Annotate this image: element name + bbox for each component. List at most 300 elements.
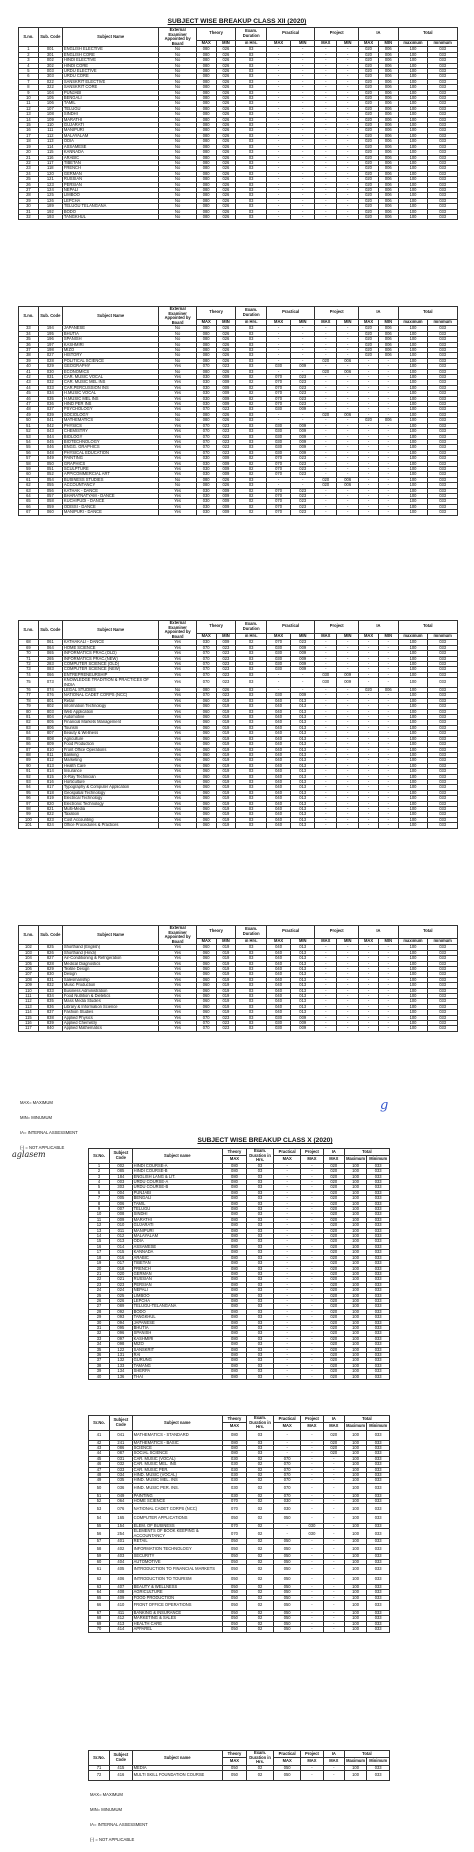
table-cell: 033 [428,698,458,703]
table-cell: 023 [216,450,236,455]
table-cell: 050 [222,1514,246,1524]
table-cell: 033 [428,450,458,455]
table-cell: - [301,1201,324,1206]
table-cell: RETAIL [132,1539,222,1544]
table-cell: - [323,1559,344,1564]
table-cell: 026 [216,160,236,165]
table-cell: 030 [267,445,291,450]
table-cell: - [337,817,359,822]
table-cell: URDU COURSE-B [132,1185,222,1190]
table-cell: 100 [398,445,428,450]
table-cell: 010 [110,1223,133,1228]
table-cell: 838 [38,1015,62,1020]
table-cell: - [267,47,291,52]
table-cell: 023 [291,402,315,407]
table-cell: Yes [159,758,196,763]
table-cell: 019 [216,1004,236,1009]
header-max: MAX [315,633,337,640]
table-cell: ODIA [62,139,159,144]
table-cell: Yes [159,801,196,806]
table-cell: Information Technology [62,704,159,709]
table-cell: 033 [428,96,458,101]
table-cell: 070 [196,645,216,650]
table-cell: - [301,1462,324,1467]
table-cell: Yes [159,967,196,972]
table-cell: 82 [19,720,39,725]
table-cell: 070 [267,385,291,390]
table-cell: 020 [323,1320,344,1325]
table-cell: - [274,1304,301,1309]
table-cell: 060 [196,817,216,822]
table-cell: 020 [323,1336,344,1341]
table-cell: 026 [216,74,236,79]
table-cell: 031 [38,375,62,380]
table-cell: 019 [216,704,236,709]
table-cell: - [337,456,359,461]
table-cell: Food Nutrition & Dietetics [62,994,159,999]
table-cell: FRENCH [132,1266,222,1271]
table-cell: 050 [222,1621,246,1626]
table-cell: HINDI COURSE-B [132,1169,222,1174]
table-cell: - [315,693,337,698]
table-cell: - [291,477,315,482]
table-cell: 026 [216,326,236,331]
table-cell: 03 [236,423,267,428]
table-cell: 080 [196,177,216,182]
table-cell: 023 [216,672,236,677]
table-cell: No [159,177,196,182]
table-cell: - [378,769,398,774]
table-cell: 124 [38,187,62,192]
table-cell: 02 [247,1514,274,1524]
table-cell: - [274,1293,301,1298]
table-cell: 825 [38,945,62,950]
header-subject-name: Subject Name [62,307,159,326]
table-cell: 035 [110,1478,133,1483]
table-cell: 100 [344,1627,367,1632]
table-cell: - [315,504,337,509]
table-cell: 070 [267,380,291,385]
table-cell: 050 [274,1601,301,1611]
table-cell: 030 [196,456,216,461]
header-min: MIN [291,40,315,47]
table-cell: 080 [222,1353,246,1358]
table-cell: 033 [428,418,458,423]
table-cell: 4 [89,1180,110,1185]
table-cell: 050 [222,1575,246,1585]
table-cell: 03 [236,204,267,209]
table-cell: 023 [291,385,315,390]
table-cell: - [267,96,291,101]
table-cell: - [323,1504,344,1514]
table-cell: 03 [236,769,267,774]
table-cell: 100 [398,693,428,698]
table-cell: 042 [38,423,62,428]
table-cell: 070 [196,662,216,667]
table-cell: 165 [110,1514,133,1524]
table-cell: - [337,645,359,650]
table-cell: - [274,1250,301,1255]
table-cell: - [274,1169,301,1174]
table-cell: 033 [367,1255,390,1260]
table-cell: 100 [398,983,428,988]
table-cell: No [159,348,196,353]
table-cell: 47 [19,402,39,407]
table-cell: SOCIOLOGY [62,412,159,417]
table-cell: - [301,1584,324,1589]
table-cell: 080 [196,47,216,52]
table-cell: 033 [367,1467,390,1472]
header-subject-name: Subject Name [62,28,159,47]
table-cell: - [267,193,291,198]
table-cell: 100 [398,817,428,822]
table-cell: 824 [38,823,62,828]
table-cell: 060 [196,967,216,972]
table-cell: 020 [359,418,379,423]
table-cell: 03 [236,412,267,417]
table-cell: Yes [159,785,196,790]
table-cell: 080 [222,1331,246,1336]
table-cell: 100 [344,1363,367,1368]
table-cell: - [301,1217,324,1222]
table-cell: 009 [337,672,359,677]
table-cell: - [359,439,379,444]
table-cell: 02 [236,461,267,466]
table-row [89,1483,390,1493]
table-cell: 105 [19,961,39,966]
table-cell: 026 [216,331,236,336]
class-x-table-part-1 [88,1148,390,1380]
table-cell: 100 [344,1217,367,1222]
table-cell: - [291,128,315,133]
table-cell: 033 [428,342,458,347]
table-cell: - [337,790,359,795]
table-cell: - [315,704,337,709]
table-cell: 100 [344,1325,367,1330]
table-cell: No [159,337,196,342]
table-cell: 02 [236,396,267,401]
table-cell: 006 [337,369,359,374]
table-cell: - [359,796,379,801]
table-cell: 108 [38,112,62,117]
table-cell: 033 [110,1467,133,1472]
table-cell: Yes [159,720,196,725]
header-sub-code: Sub. Code [38,28,62,47]
table-cell: 03 [236,763,267,768]
table-cell: 070 [196,364,216,369]
table-cell: 006 [378,209,398,214]
table-cell: - [378,645,398,650]
table-cell: - [378,385,398,390]
table-cell: - [359,662,379,667]
table-cell: 21 [19,155,39,160]
table-cell: 060 [196,945,216,950]
table-cell: 30 [89,1320,110,1325]
table-cell: 026 [216,418,236,423]
table-cell: 03 [236,450,267,455]
table-cell: 070 [222,1524,246,1529]
table-cell: Yes [159,736,196,741]
table-cell: - [291,337,315,342]
table-cell: 045 [38,439,62,444]
table-cell: - [359,747,379,752]
table-cell: 03 [236,823,267,828]
table-cell: 023 [291,391,315,396]
table-cell: 033 [428,678,458,688]
header-external-examiner: External Examiner Appointed by Board [159,926,196,945]
table-cell: No [159,128,196,133]
table-cell: - [337,204,359,209]
table-cell: - [267,342,291,347]
table-cell: Yes [159,1021,196,1026]
table-cell: 020 [359,177,379,182]
table-cell: 085 [110,1169,133,1174]
table-cell: 006 [378,155,398,160]
table-cell: - [337,742,359,747]
table-cell: 100 [398,704,428,709]
table-cell: 013 [291,790,315,795]
table-cell: - [267,204,291,209]
table-cell: 026 [216,155,236,160]
table-cell: 030 [274,1504,301,1514]
header-min: MIN [337,633,359,640]
table-cell: - [315,209,337,214]
table-cell: BHUTIA [62,331,159,336]
table-cell: 009 [216,472,236,477]
table-cell: 070 [196,450,216,455]
table-cell: 020 [323,1271,344,1276]
table-cell: 02 [236,466,267,471]
table-cell: KASHMIRI [62,342,159,347]
table-cell: 8 [89,1201,110,1206]
table-cell: 52 [19,429,39,434]
header-sub-code: Sub. Code [38,621,62,640]
table-cell: 020 [323,1239,344,1244]
table-cell: - [301,1363,324,1368]
table-cell: 100 [398,801,428,806]
header-exam-duration: Exam. Duration [236,307,267,320]
table-cell: 026 [216,52,236,57]
table-cell: 100 [344,1430,367,1440]
table-cell: 033 [367,1320,390,1325]
table-cell: MULTI SKILL FOUNDATION COURSE [132,1771,222,1781]
table-cell: 303 [110,1185,133,1190]
header-maximum: Maximum [346,1758,366,1764]
table-cell: 076 [38,693,62,698]
table-cell: 13 [89,1228,110,1233]
table-cell: 02 [236,472,267,477]
table-cell: 030 [196,493,216,498]
subject-table [18,306,458,516]
header-sno: S.no. [19,28,39,47]
header-max: MAX [222,1758,246,1765]
table-cell: 033 [428,488,458,493]
table-cell: - [378,977,398,982]
table-cell: - [337,499,359,504]
table-cell: 113 [38,139,62,144]
table-cell: 033 [428,63,458,68]
table-cell: 111 [38,128,62,133]
table-cell: 040 [267,945,291,950]
header-ia: IA [323,1416,344,1423]
table-cell: 115 [38,150,62,155]
footnote-max: MAX= MAXIMUM [20,1100,53,1105]
table-cell: 040 [267,988,291,993]
table-cell: 013 [291,967,315,972]
table-cell: HIND. MUSIC (VOCAL) [132,1473,222,1478]
table-cell: 020 [359,144,379,149]
table-cell: ELEM. OF BUSINESS [132,1524,222,1529]
table-cell: 03 [247,1234,274,1239]
table-cell: 033 [428,1004,458,1009]
table-cell: - [291,58,315,63]
table-cell: 02 [247,1554,274,1559]
table-cell: 64 [89,1590,110,1595]
subject-table [88,1750,390,1781]
table-cell: - [274,1196,301,1201]
table-cell: - [267,672,291,677]
table-cell: Yes [159,812,196,817]
table-cell: 096 [110,1331,133,1336]
table-cell: 020 [359,112,379,117]
table-cell: - [315,999,337,1004]
table-cell: 63 [19,488,39,493]
table-cell: - [337,326,359,331]
table-cell: ODISSI - DANCE [62,504,159,509]
table-cell: - [315,1004,337,1009]
table-cell: - [337,823,359,828]
table-cell: - [337,396,359,401]
table-cell: 35 [89,1347,110,1352]
table-cell: 3 [19,58,39,63]
table-cell: - [378,731,398,736]
table-cell: 03 [236,1004,267,1009]
table-cell: No [159,204,196,209]
table-cell: - [323,1499,344,1504]
table-cell: - [323,1554,344,1559]
table-cell: 02 [236,402,267,407]
table-cell: Yes [159,645,196,650]
table-cell: 060 [196,763,216,768]
table-cell: 033 [367,1353,390,1358]
table-cell: 033 [428,640,458,645]
table-cell: - [323,1771,344,1781]
table-cell: No [159,117,196,122]
table-cell: 019 [216,983,236,988]
table-cell: 404 [110,1559,133,1564]
table-cell: 048 [38,450,62,455]
table-cell: - [301,1347,324,1352]
header-row [89,1149,390,1156]
table-cell: 033 [428,204,458,209]
table-cell: 100 [398,678,428,688]
table-cell: 040 [267,1010,291,1015]
table-cell: - [359,742,379,747]
table-cell: 026 [216,90,236,95]
table-cell: - [274,1228,301,1233]
table-cell: 023 [291,456,315,461]
table-cell: 100 [344,1554,367,1559]
table-cell: 080 [222,1369,246,1374]
table-cell: - [378,972,398,977]
table-cell: - [315,214,337,219]
table-cell: 030 [222,1493,246,1498]
table-cell: 040 [267,812,291,817]
table-cell: 050 [38,461,62,466]
table-cell: - [337,472,359,477]
table-cell: 03 [247,1320,274,1325]
table-cell: 060 [196,715,216,720]
table-cell: - [315,155,337,160]
table-cell: 080 [196,204,216,209]
table-cell: 301 [38,52,62,57]
table-cell: - [359,994,379,999]
table-cell: 27 [89,1304,110,1309]
table-cell: 44 [19,385,39,390]
table-cell: 080 [222,1358,246,1363]
table-cell: 033 [367,1621,390,1626]
table-cell: - [274,1288,301,1293]
table-cell: 69 [89,1621,110,1626]
table-cell: 019 [216,736,236,741]
table-cell: 066 [38,672,62,677]
table-cell: - [359,369,379,374]
table-cell: - [291,198,315,203]
table-cell: - [378,439,398,444]
table-cell: - [337,209,359,214]
table-cell: 036 [38,402,62,407]
table-cell: Yes [159,752,196,757]
table-cell: 040 [267,763,291,768]
table-cell: 006 [378,331,398,336]
table-cell: 070 [196,693,216,698]
header-max: MAX [267,938,291,945]
table-cell: - [315,656,337,661]
table-cell: 100 [398,688,428,693]
table-cell: 026 [216,342,236,347]
table-cell: Front Office Operations [62,747,159,752]
table-cell: 080 [196,331,216,336]
table-cell: 009 [216,456,236,461]
table-cell: - [315,662,337,667]
header-maximum: Maximum [346,1156,366,1162]
table-cell: 033 [367,1244,390,1249]
table-cell: 03 [236,1015,267,1020]
table-cell: 033 [367,1266,390,1271]
table-cell: 019 [216,988,236,993]
table-cell: 03 [247,1353,274,1358]
table-cell: - [359,956,379,961]
table-cell: 040 [267,779,291,784]
table-cell: 03 [247,1207,274,1212]
table-cell: 009 [216,488,236,493]
table-cell: 02 [236,510,267,515]
table-cell: 03 [247,1174,274,1179]
header-theory: Theory [196,307,236,320]
table-cell: 012 [110,1234,133,1239]
table-cell: - [315,812,337,817]
table-cell: BHARATNATYAM - DANCE [62,493,159,498]
table-cell: 021 [110,1277,133,1282]
table-cell: 03 [236,74,267,79]
table-cell: Business Administration [62,988,159,993]
table-cell: 020 [323,1261,344,1266]
table-cell: LIMBOO [62,193,159,198]
table-cell: - [359,477,379,482]
table-cell: 020 [315,412,337,417]
table-row [89,1374,390,1379]
header-max: MAX [267,319,291,326]
